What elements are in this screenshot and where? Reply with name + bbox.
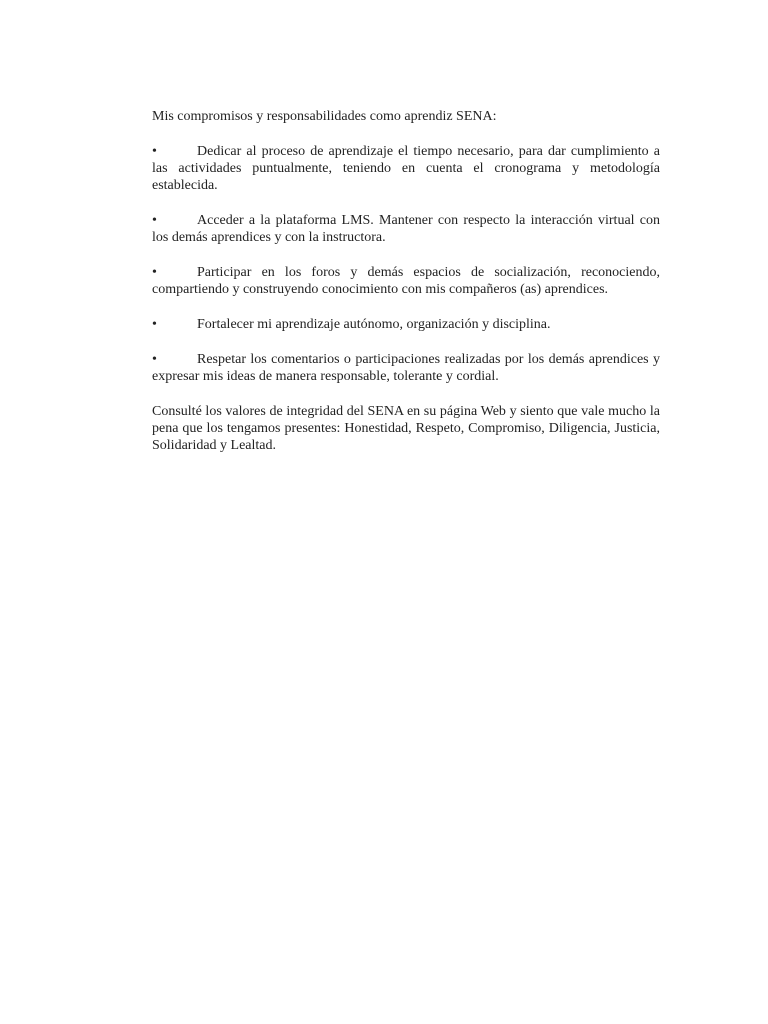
document-heading: Mis compromisos y responsabilidades como aprendiz SENA: bbox=[152, 109, 497, 124]
commitment-text: Respetar los comentarios o participaciones realizadas por los demás aprendices y expresar mis ideas de manera responsable, tolerante y cordial. bbox=[152, 352, 660, 384]
document-page bbox=[152, 108, 660, 454]
bullet-icon: • bbox=[152, 265, 157, 280]
bullet-icon: • bbox=[152, 213, 157, 228]
commitment-item-2 bbox=[152, 212, 660, 246]
commitment-text: Dedicar al proceso de aprendizaje el tiempo necesario, para dar cumplimiento a las actividades puntualmente, teniendo en cuenta el cronograma y metodología establecida. bbox=[152, 144, 660, 193]
commitment-text: Participar en los foros y demás espacios de socialización, reconociendo, compartiendo y construyendo conocimiento con mis compañeros (as) aprendices. bbox=[152, 265, 660, 297]
commitment-item-3 bbox=[152, 264, 660, 298]
bullet-icon: • bbox=[152, 352, 157, 367]
commitment-item-4 bbox=[152, 316, 660, 333]
commitment-item-1 bbox=[152, 143, 660, 194]
commitment-text: Acceder a la plataforma LMS. Mantener con respecto la interacción virtual con los demás aprendices y con la instructora. bbox=[152, 213, 660, 245]
bullet-icon: • bbox=[152, 317, 157, 332]
bullet-icon: • bbox=[152, 144, 157, 159]
commitment-text: Fortalecer mi aprendizaje autónomo, organización y disciplina. bbox=[197, 317, 551, 332]
closing-paragraph: Consulté los valores de integridad del SENA en su página Web y siento que vale mucho la pena que los tengamos presentes: Honestidad, Respeto, Compromiso, Diligencia, Justicia, Solidaridad y Lealtad. bbox=[152, 404, 660, 453]
commitment-item-5 bbox=[152, 351, 660, 385]
